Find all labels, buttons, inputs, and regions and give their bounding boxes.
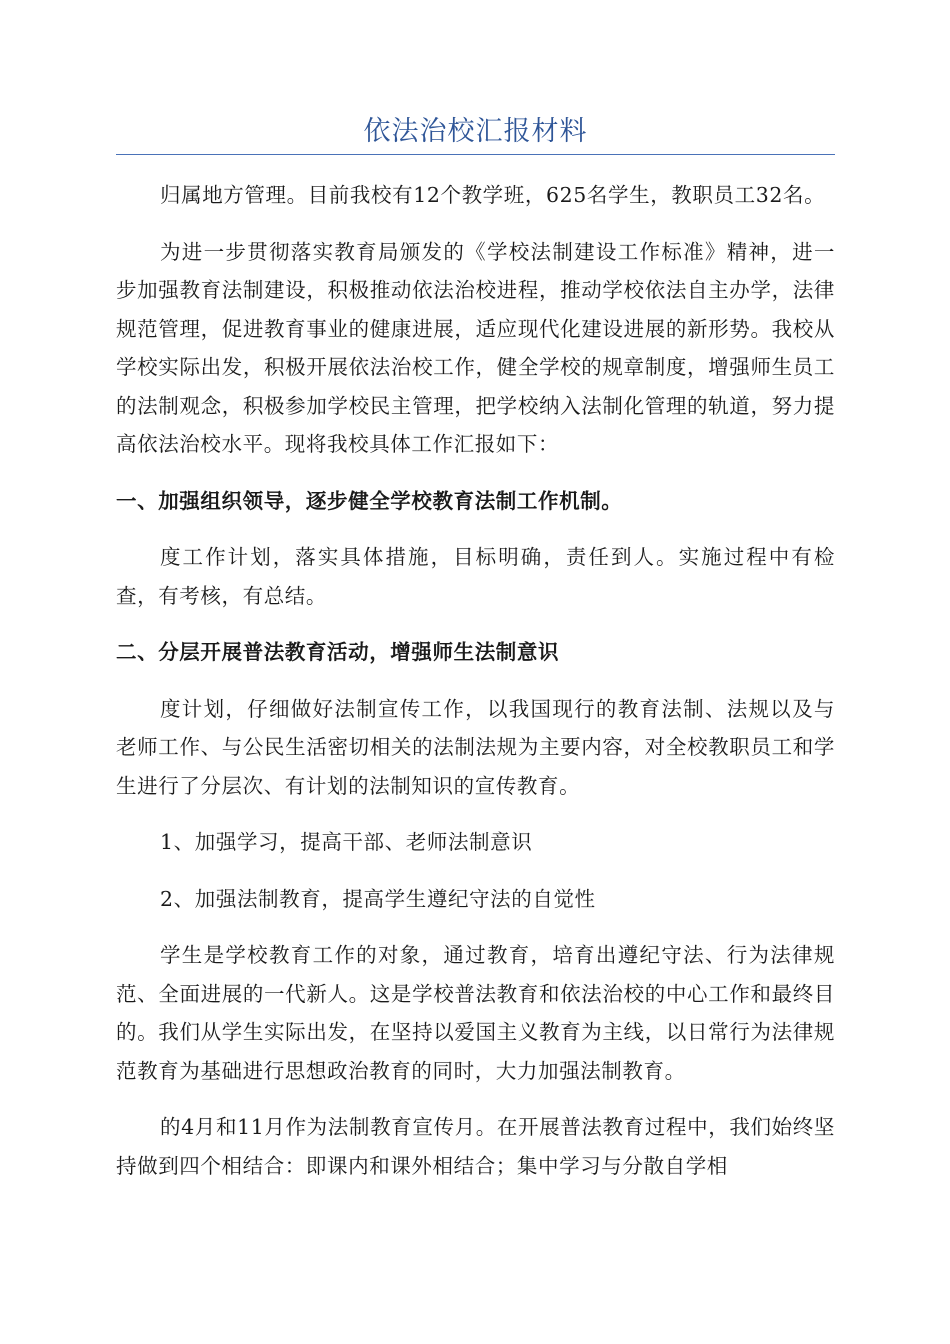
paragraph-purpose: 为进一步贯彻落实教育局颁发的《学校法制建设工作标准》精神，进一步加强教育法制建设，积极推动依法治校进程，推动学校依法自主办学，法律规范管理，促进教育事业的健康进展，适应现代化建设进展的新形势。我校从学校实际出发，积极开展依法治校工作，健全学校的规章制度，增强师生员工的法制观念，积极参加学校民主管理，把学校纳入法制化管理的轨道，努力提高依法治校水平。现将我校具体工作汇报如下： — [116, 239, 835, 456]
title-underline — [116, 154, 835, 155]
document-title: 依法治校汇报材料 — [363, 116, 588, 147]
section-heading-1: 一、加强组织领导，逐步健全学校教育法制工作机制。 — [116, 488, 623, 513]
paragraph-campaign: 的4月和11月作为法制教育宣传月。在开展普法教育过程中，我们始终坚持做到四个相结合：即课内和课外相结合；集中学习与分散自学相 — [116, 1115, 835, 1178]
document-body — [116, 176, 835, 1203]
section-heading-2: 二、分层开展普法教育活动，增强师生法制意识 — [116, 640, 560, 664]
paragraph-section-2: 度计划，仔细做好法制宣传工作，以我国现行的教育法制、法规以及与老师工作、与公民生活密切相关的法制法规为主要内容，对全校教职员工和学生进行了分层次、有计划的法制知识的宣传教育。 — [116, 696, 835, 798]
list-item-1: 1、加强学习，提高干部、老师法制意识 — [160, 830, 533, 854]
paragraph-section-1: 度工作计划，落实具体措施，目标明确，责任到人。实施过程中有检查，有考核，有总结。 — [116, 545, 835, 608]
paragraph-intro: 归属地方管理。目前我校有12个教学班，625名学生，教职员工32名。 — [160, 183, 826, 207]
paragraph-students: 学生是学校教育工作的对象，通过教育，培育出遵纪守法、行为法律规范、全面进展的一代新人。这是学校普法教育和依法治校的中心工作和最终目的。我们从学生实际出发，在坚持以爱国主义教育为主线，以日常行为法律规范教育为基础进行思想政治教育的同时，大力加强法制教育。 — [116, 943, 835, 1083]
list-item-2: 2、加强法制教育，提高学生遵纪守法的自觉性 — [160, 886, 596, 911]
